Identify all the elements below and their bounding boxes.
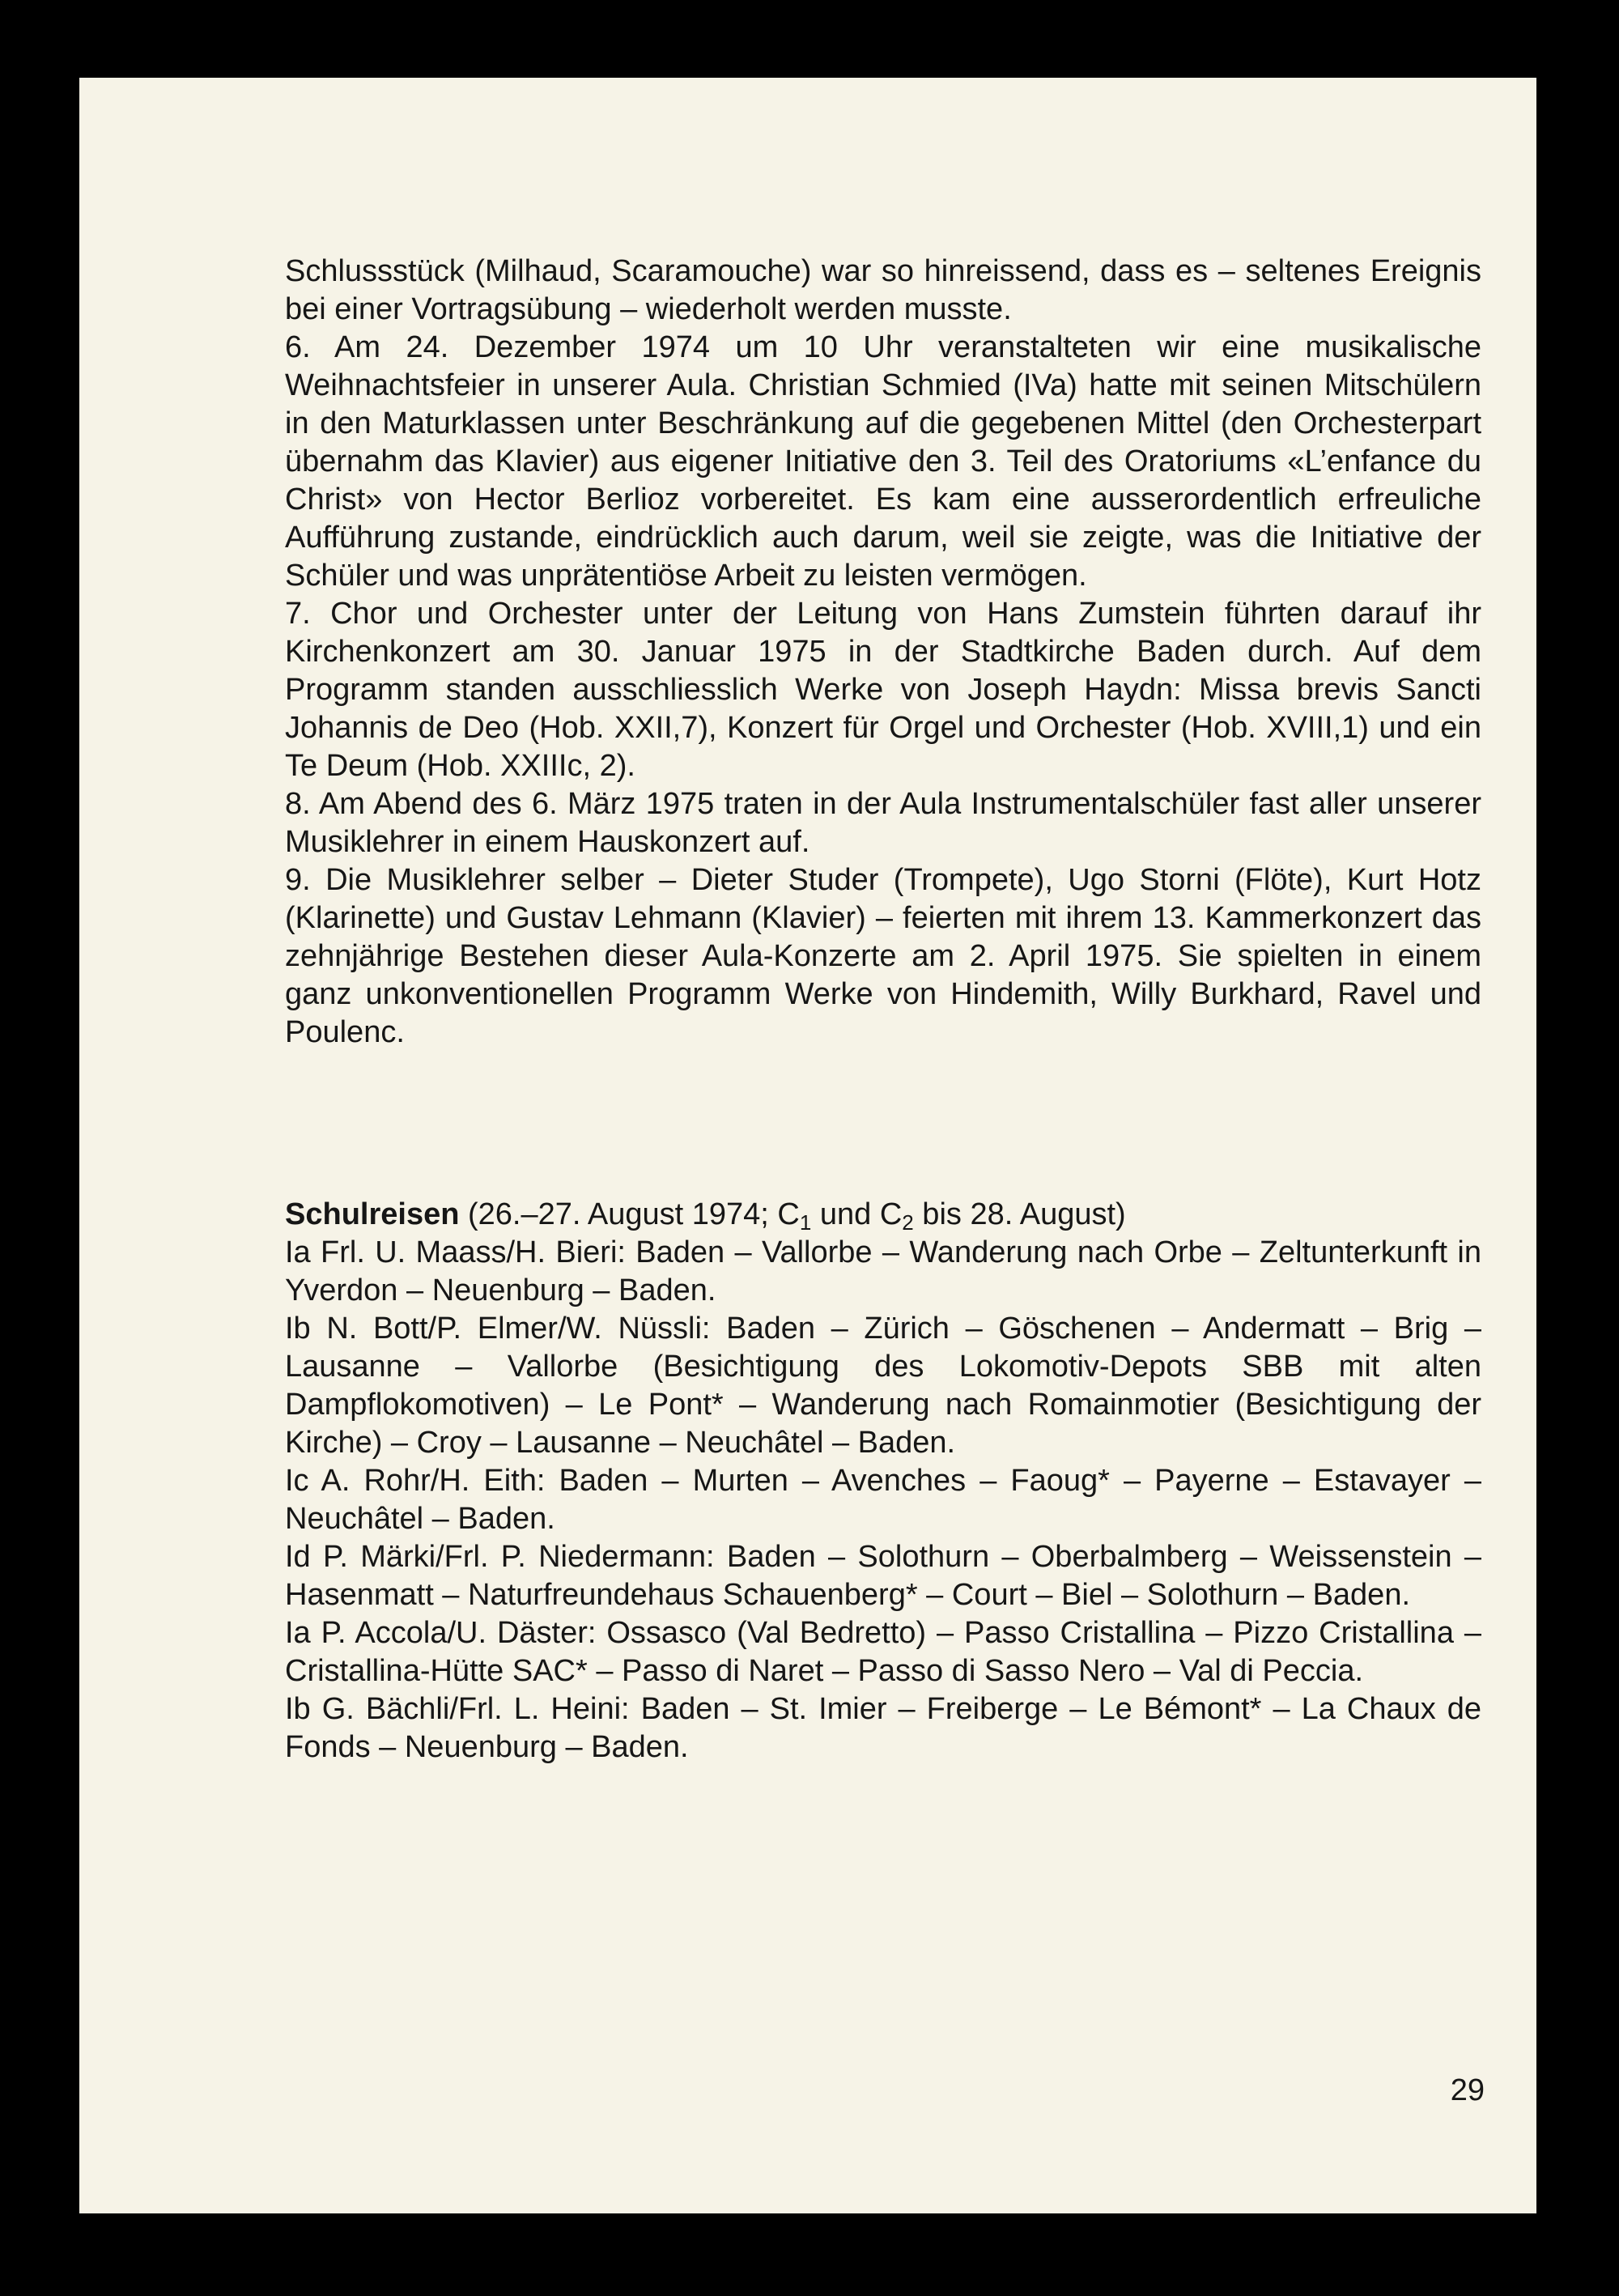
music-events-section: [285, 253, 1481, 1052]
subscript-2: 2: [902, 1210, 914, 1235]
section-heading: [285, 1196, 1481, 1234]
trip-item: Id P. Märki/Frl. P. Niedermann: Baden – Solothurn – Oberbalmberg – Weissenstein – Hasenmatt – Naturfreundehaus Schauenberg* – Court – Biel – Solothurn – Baden.: [285, 1540, 1481, 1612]
subscript-1: 1: [799, 1210, 812, 1235]
trip-item: Ia Frl. U. Maass/H. Bieri: Baden – Vallorbe – Wanderung nach Orbe – Zeltunterkunft in Yverdon – Neuenburg – Baden.: [285, 1235, 1481, 1307]
date-prefix: (26.–27. August 1974; C: [467, 1197, 800, 1231]
date-suffix: bis 28. August): [913, 1197, 1126, 1231]
section-title: Schulreisen: [285, 1197, 460, 1231]
paragraph-item-9: 9. Die Musiklehrer selber – Dieter Studer (Trompete), Ugo Storni (Flöte), Kurt Hotz (Klarinette) und Gustav Lehmann (Klavier) – feierten mit ihrem 13. Kammerkonzert das zehnjährige Bestehen dieser Aula-Konzerte am 2. April 1975. Sie spielten in einem ganz unkonventionellen Programm Werke von Hindemith, Willy Burkhard, Ravel und Poulenc.: [285, 863, 1481, 1049]
trip-item: Ic A. Rohr/H. Eith: Baden – Murten – Avenches – Faoug* – Payerne – Estavayer – Neuchâtel – Baden.: [285, 1464, 1481, 1536]
page-number: 29: [1450, 2073, 1485, 2107]
paragraph-item-8: 8. Am Abend des 6. März 1975 traten in der Aula Instrumentalschüler fast aller unserer Musiklehrer in einem Hauskonzert auf.: [285, 787, 1481, 859]
paragraph-item-7: 7. Chor und Orchester unter der Leitung von Hans Zumstein führten darauf ihr Kirchenkonzert am 30. Januar 1975 in der Stadtkirche Baden durch. Auf dem Programm standen ausschliesslich Werke von Joseph Haydn: Missa brevis Sancti Johannis de Deo (Hob. XXII,7), Konzert für Orgel und Orchester (Hob. XVIII,1) und ein Te Deum (Hob. XXIIIc, 2).: [285, 597, 1481, 783]
document-page: [79, 78, 1536, 2213]
trip-item: Ib G. Bächli/Frl. L. Heini: Baden – St. Imier – Freiberge – Le Bémont* – La Chaux de Fonds – Neuenburg – Baden.: [285, 1692, 1481, 1764]
trip-item: Ib N. Bott/P. Elmer/W. Nüssli: Baden – Zürich – Göschenen – Andermatt – Brig – Lausanne – Vallorbe (Besichtigung des Lokomotiv-Depots SBB mit alten Dampflokomotiven) – Le Pont* – Wanderung nach Romainmotier (Besichtigung der Kirche) – Croy – Lausanne – Neuchâtel – Baden.: [285, 1312, 1481, 1460]
date-middle: und C: [811, 1197, 903, 1231]
page-content: [285, 253, 1481, 1767]
trip-item: Ia P. Accola/U. Däster: Ossasco (Val Bedretto) – Passo Cristallina – Pizzo Cristallina – Cristallina-Hütte SAC* – Passo di Naret – Passo di Sasso Nero – Val di Peccia.: [285, 1616, 1481, 1688]
paragraph-continuation: Schlussstück (Milhaud, Scaramouche) war so hinreissend, dass es – seltenes Ereignis bei einer Vortragsübung – wiederholt werden musste.: [285, 254, 1481, 326]
paragraph-item-6: 6. Am 24. Dezember 1974 um 10 Uhr veranstalteten wir eine musikalische Weihnachtsfeier in unserer Aula. Christian Schmied (IVa) hatte mit seinen Mitschülern in den Maturklassen unter Beschränkung auf die gegebenen Mittel (den Orchesterpart übernahm das Klavier) aus eigener Initiative den 3. Teil des Oratoriums «L’enfance du Christ» von Hector Berlioz vorbereitet. Es kam eine ausserordentlich erfreuliche Aufführung zustande, eindrücklich auch darum, weil sie zeigte, was die Initiative der Schüler und was unprätentiöse Arbeit zu leisten vermögen.: [285, 330, 1481, 593]
schulreisen-section: [285, 1196, 1481, 1767]
